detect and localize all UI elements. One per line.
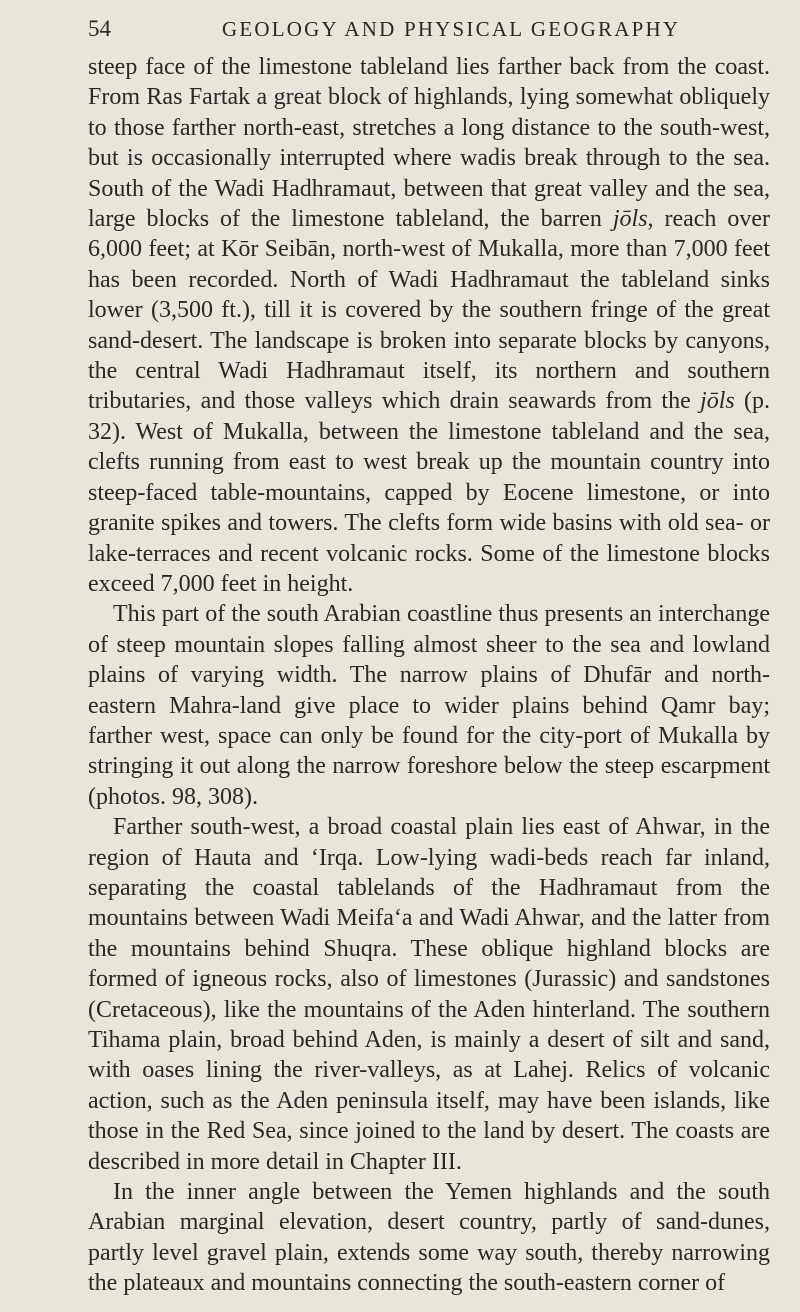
paragraph-2-text: This part of the south Arabian coastline thus presents an interchange of steep mountain slopes falling almost sheer to the sea and lowland plains of varying width. The narrow plains of Dhufār and north-eastern Mahra-land give place to wider plains behind Qamr bay; farther west, space can only be found for the city-port of Mukalla by stringing it out along the narrow foreshore below the steep escarpment (photos. 98, 308). <box>88 601 770 810</box>
paragraph-3 <box>88 812 770 1177</box>
body-text <box>88 52 770 1299</box>
paragraph-3-text: Farther south-west, a broad coastal plain lies east of Ahwar, in the region of Hauta and ‘Irqa. Low-lying wadi-beds reach far inland, separating the coastal tablelands of the Hadhramaut from the mountains between Wadi Meifa‘a and Wadi Ahwar, and the latter from the mountains behind Shuqra. These oblique highland blocks are formed of igneous rocks, also of limestones (Jurassic) and sandstones (Cretaceous), like the mountains of the Aden hinterland. The southern Tihama plain, broad behind Aden, is mainly a desert of silt and sand, with oases lining the river-valleys, as at Lahej. Relics of volcanic action, such as the Aden peninsula itself, may have been islands, like those in the Red Sea, since joined to the land by desert. The coasts are described in more detail in Chapter III. <box>88 814 770 1175</box>
running-head <box>88 16 770 46</box>
paragraph-1-italic-jols-1: jōls <box>612 206 648 233</box>
paragraph-4 <box>88 1177 770 1299</box>
page-number: 54 <box>88 16 111 41</box>
paragraph-1-text-1: steep face of the limestone tableland lies farther back from the coast. From Ras Fartak a great block of highlands, lying somewhat obliquely to those farther north-east, stretches a long distance to the south-west, but is occasionally interrupted where wadis break through to the sea. South of the Wadi Hadhramaut, between that great valley and the sea, large blocks of the limestone tableland, the barren <box>88 54 770 233</box>
paragraph-1-text-3: (p. 32). West of Mukalla, between the limestone tableland and the sea, clefts running from east to west break up the mountain country into steep-faced table-mountains, capped by Eocene limestone, or into granite spikes and towers. The clefts form wide basins with old sea- or lake-terraces and recent volcanic rocks. Some of the limestone blocks exceed 7,000 feet in height. <box>88 388 770 597</box>
paragraph-1-italic-jols-2: jōls <box>700 388 735 415</box>
paragraph-2 <box>88 599 770 812</box>
paragraph-1 <box>88 52 770 599</box>
paragraph-1-text-2: , reach over 6,000 feet; at Kōr Seibān, north-west of Mukalla, more than 7,000 feet has been recorded. North of Wadi Hadhramaut the tableland sinks lower (3,500 ft.), till it is covered by the southern fringe of the great sand-desert. The landscape is broken into separate blocks by canyons, the central Wadi Hadhramaut itself, its northern and southern tributaries, and those valleys which drain seawards from the <box>88 206 771 415</box>
running-title: GEOLOGY AND PHYSICAL GEOGRAPHY <box>222 17 681 41</box>
paragraph-4-text: In the inner angle between the Yemen highlands and the south Arabian marginal elevation, desert country, partly of sand-dunes, partly level gravel plain, extends some way south, thereby narrowing the plateaux and mountains connecting the south-eastern corner of <box>88 1179 770 1297</box>
